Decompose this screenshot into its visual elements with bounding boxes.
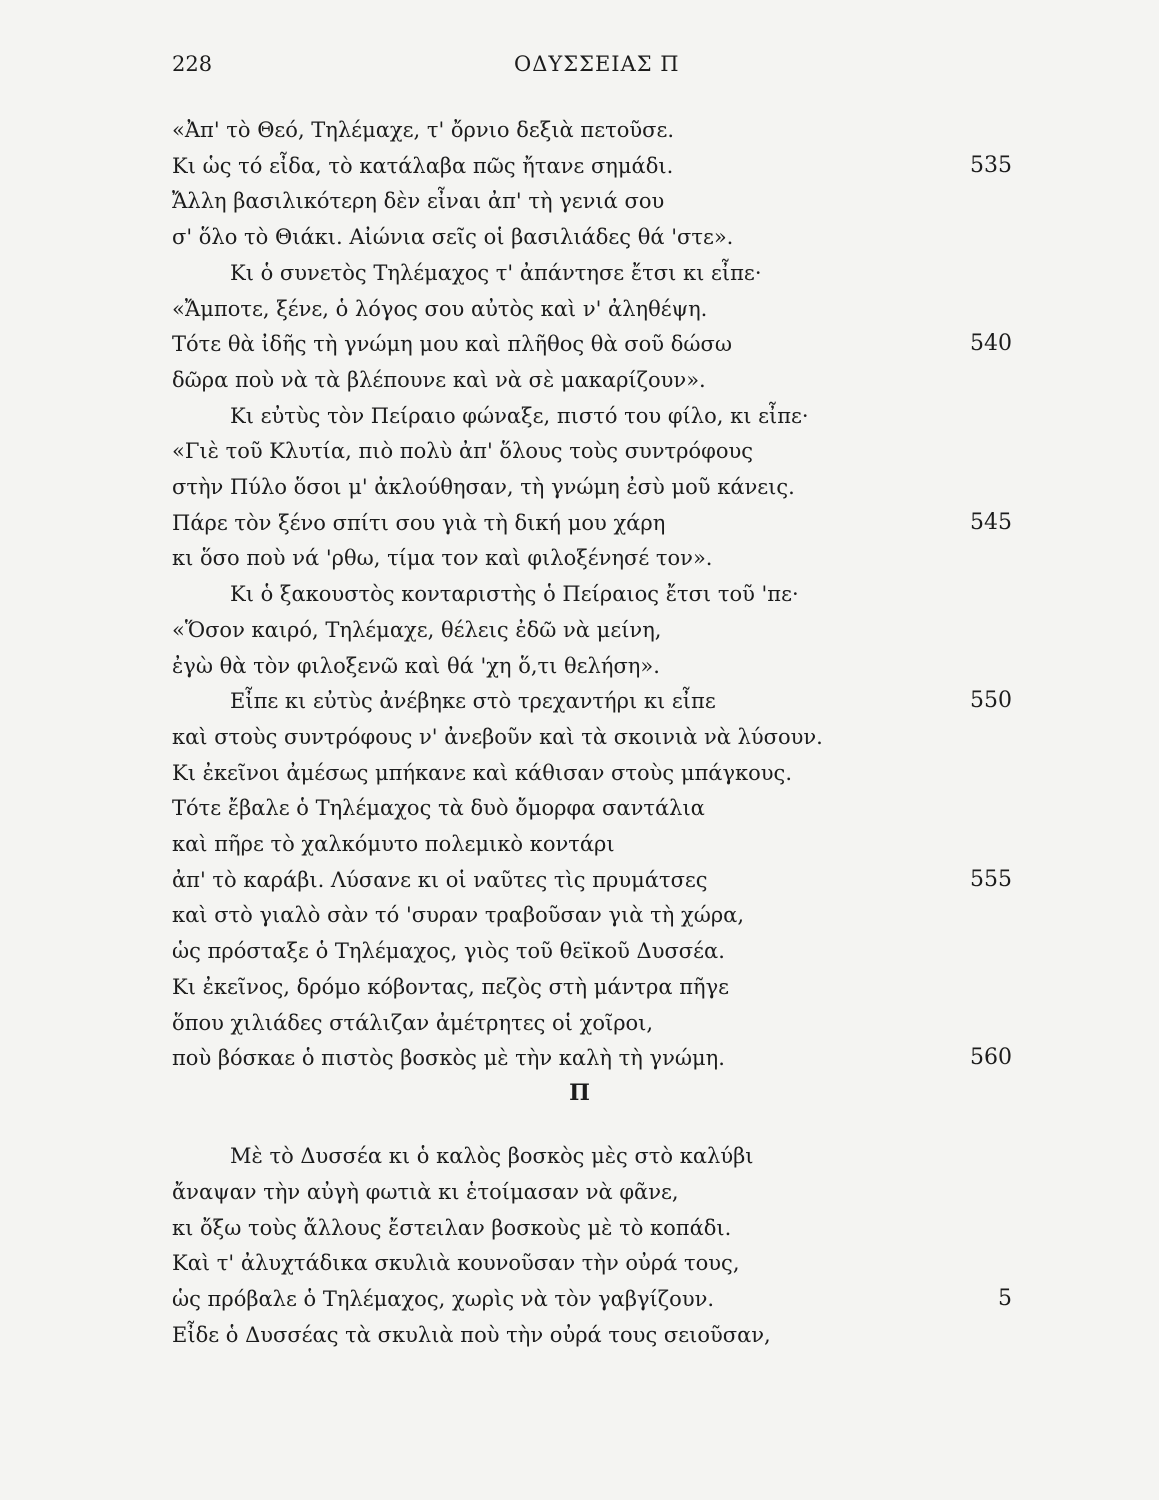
line-number: 550 xyxy=(970,688,1012,714)
verse-text: Εἶπε κι εὐτὺς ἀνέβηκε στὸ τρεχαντήρι κι εἶπε xyxy=(230,689,716,714)
verse-line xyxy=(172,469,1012,505)
verse-text: κι ὄξω τοὺς ἄλλους ἔστειλαν βοσκοὺς μὲ τὸ κοπάδι. xyxy=(172,1215,732,1240)
line-number: 560 xyxy=(970,1045,1012,1071)
verse-text: Κι ἐκεῖνοι ἀμέσως μπήκανε καὶ κάθισαν στοὺς μπάγκους. xyxy=(172,760,792,785)
verse-text: ὅπου χιλιάδες στάλιζαν ἀμέτρητες οἱ χοῖροι, xyxy=(172,1010,654,1035)
line-number: 540 xyxy=(970,331,1012,357)
verse-line xyxy=(172,1005,1012,1041)
book-heading: Π xyxy=(569,1080,590,1106)
verse-line xyxy=(172,1138,1012,1174)
verse-text: Κι ὁ συνετὸς Τηλέμαχος τ' ἀπάντησε ἔτσι κι εἶπε· xyxy=(230,260,762,285)
verse-text: «Ἄμποτε, ξένε, ὁ λόγος σου αὐτὸς καὶ ν' ἀληθέψη. xyxy=(172,296,708,321)
verse-line xyxy=(172,1245,1012,1281)
verse-text: ἄναψαν τὴν αὐγὴ φωτιὰ κι ἑτοίμασαν νὰ φᾶνε, xyxy=(172,1179,679,1204)
verse-line xyxy=(172,540,1012,576)
verse-line xyxy=(172,398,1012,434)
verse-text: «Γιὲ τοῦ Κλυτία, πιὸ πολὺ ἀπ' ὅλους τοὺς συντρόφους xyxy=(172,439,754,464)
verse-text: κι ὅσο ποὺ νά 'ρθω, τίμα τον καὶ φιλοξένησέ τον». xyxy=(172,546,713,571)
verse-line xyxy=(172,612,1012,648)
line-number: 555 xyxy=(970,866,1012,892)
verse-line xyxy=(172,362,1012,398)
line-number: 535 xyxy=(970,152,1012,178)
verse-line xyxy=(172,326,1012,362)
verse-line xyxy=(172,576,1012,612)
verse-text: Μὲ τὸ Δυσσέα κι ὁ καλὸς βοσκὸς μὲς στὸ καλύβι xyxy=(230,1144,754,1168)
verse-text: καὶ στὸ γιαλὸ σὰν τό 'συραν τραβοῦσαν γιὰ τὴ χώρα, xyxy=(172,903,745,928)
verse-line xyxy=(172,648,1012,684)
verse-text: Τότε θὰ ἰδῆς τὴ γνώμη μου καὶ πλῆθος θὰ σοῦ δώσω xyxy=(172,332,732,357)
verse-text: δῶρα ποὺ νὰ τὰ βλέπουνε καὶ νὰ σὲ μακαρίζουν». xyxy=(172,367,706,392)
line-number: 545 xyxy=(970,509,1012,535)
verse-line xyxy=(172,862,1012,898)
line-number: 5 xyxy=(998,1286,1012,1312)
verse-line xyxy=(172,433,1012,469)
verse-line xyxy=(172,933,1012,969)
verse-line xyxy=(172,255,1012,291)
verse-line xyxy=(172,505,1012,541)
verse-text: ὡς πρόβαλε ὁ Τηλέμαχος, χωρὶς νὰ τὸν γαβγίζουν. xyxy=(172,1287,715,1312)
verse-text: ἀπ' τὸ καράβι. Λύσανε κι οἱ ναῦτες τὶς πρυμάτσες xyxy=(172,867,708,892)
verse-text: Τότε ἔβαλε ὁ Τηλέμαχος τὰ δυὸ ὄμορφα σαντάλια xyxy=(172,796,705,821)
verse-line xyxy=(172,1281,1012,1317)
page-number: 228 xyxy=(172,52,213,76)
verse-line xyxy=(172,1040,1012,1076)
verse-line xyxy=(172,183,1012,219)
verse-text: Εἶδε ὁ Δυσσέας τὰ σκυλιὰ ποὺ τὴν οὐρά τους σειοῦσαν, xyxy=(172,1323,771,1347)
verse-text: «Ἀπ' τὸ Θεό, Τηλέμαχε, τ' ὄρνιο δεξιὰ πετοῦσε. xyxy=(172,118,675,142)
verse-line xyxy=(172,755,1012,791)
verse-line xyxy=(172,148,1012,184)
verse-text: Πάρε τὸν ξένο σπίτι σου γιὰ τὴ δική μου χάρη xyxy=(172,510,666,535)
verse-text: Κι εὐτὺς τὸν Πείραιο φώναξε, πιστό του φίλο, κι εἶπε· xyxy=(230,403,809,428)
verse-line xyxy=(172,112,1012,148)
verse-text: Ἄλλη βασιλικότερη δὲν εἶναι ἀπ' τὴ γενιά σου xyxy=(172,189,665,214)
verse-text: Κι ὁ ξακουστὸς κονταριστὴς ὁ Πείραιος ἔτσι τοῦ 'πε· xyxy=(230,582,799,607)
verse-line xyxy=(172,683,1012,719)
verse-line xyxy=(172,790,1012,826)
verse-text: καὶ πῆρε τὸ χαλκόμυτο πολεμικὸ κοντάρι xyxy=(172,832,615,856)
verse-line xyxy=(172,897,1012,933)
verse-line xyxy=(172,1210,1012,1246)
verse-text: ὡς πρόσταξε ὁ Τηλέμαχος, γιὸς τοῦ θεϊκοῦ Δυσσέα. xyxy=(172,939,725,964)
verse-text: ποὺ βόσκαε ὁ πιστὸς βοσκὸς μὲ τὴν καλὴ τὴ γνώμη. xyxy=(172,1046,725,1071)
verse-text: στὴν Πύλο ὅσοι μ' ἀκλούθησαν, τὴ γνώμη ἐσὺ μοῦ κάνεις. xyxy=(172,475,795,499)
verse-line xyxy=(172,719,1012,755)
verse-text: Κι ἐκεῖνος, δρόμο κόβοντας, πεζὸς στὴ μάντρα πῆγε xyxy=(172,974,730,999)
verse-line xyxy=(172,969,1012,1005)
verse-line xyxy=(172,826,1012,862)
verse-text: Καὶ τ' ἀλυχτάδικα σκυλιὰ κουνοῦσαν τὴν οὐρά τους, xyxy=(172,1251,740,1276)
page-header xyxy=(172,52,1012,82)
verse-line xyxy=(172,1317,1012,1353)
running-title: ΟΔΥΣΣΕΙΑΣ Π xyxy=(514,52,680,76)
verse-text: ἐγὼ θὰ τὸν φιλοξενῶ καὶ θά 'χη ὅ,τι θελήση». xyxy=(172,653,660,678)
verse-line xyxy=(172,1174,1012,1210)
verse-line xyxy=(172,219,1012,255)
verse-line xyxy=(172,291,1012,327)
verse-text: «Ὅσον καιρό, Τηλέμαχε, θέλεις ἐδῶ νὰ μείνη, xyxy=(172,617,662,642)
verse-text: καὶ στοὺς συντρόφους ν' ἀνεβοῦν καὶ τὰ σκοινιὰ νὰ λύσουν. xyxy=(172,724,823,749)
verse-text: Κι ὡς τό εἶδα, τὸ κατάλαβα πῶς ἤτανε σημάδι. xyxy=(172,153,674,178)
verse-text: σ' ὅλο τὸ Θιάκι. Αἰώνια σεῖς οἱ βασιλιάδες θά 'στε». xyxy=(172,225,734,250)
